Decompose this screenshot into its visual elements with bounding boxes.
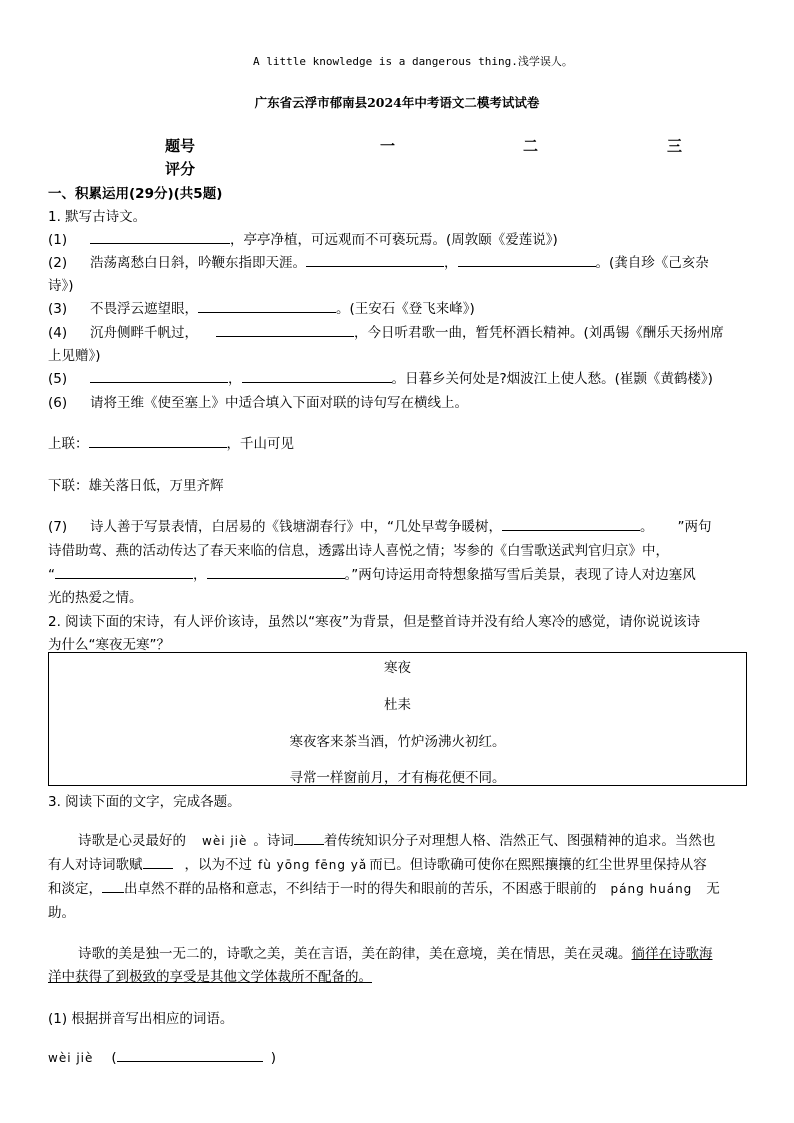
answer-blank[interactable] (198, 300, 336, 313)
item-number: (7) (48, 519, 68, 535)
pinyin: páng huáng (610, 882, 693, 896)
poem-title: 寒夜 (384, 660, 411, 676)
header-motto: A little knowledge is a dangerous thing.浅学误人。 (253, 55, 573, 68)
item-number: (3) (48, 301, 68, 317)
answer-blank[interactable] (242, 370, 392, 383)
answer-blank[interactable] (102, 880, 124, 893)
answer-blank[interactable] (458, 254, 596, 267)
answer-blank[interactable] (89, 435, 227, 448)
underlined-sentence: 徜徉在诗歌海 (631, 946, 713, 962)
q1-item-5: (5) ， 。日暮乡关何处是?烟波江上使人愁。(崔颢《黄鹤楼》) (48, 371, 713, 387)
score-table-col-label: 题号 (165, 137, 196, 155)
item-number: (1) (48, 232, 68, 248)
q1-item-4-cont: 上见赠》) (48, 348, 101, 364)
q3-paragraph1-line4: 助。 (48, 905, 75, 921)
q1-item-4: (4) 沉舟侧畔千帆过， ，今日听君歌一曲，暂凭杯酒长精神。(刘禹锡《酬乐天扬州席 (48, 325, 724, 341)
q3-sub-1: (1) 根据拼音写出相应的词语。 (48, 1011, 234, 1027)
answer-blank[interactable] (90, 231, 230, 244)
q1-title: 1. 默写古诗文。 (48, 209, 147, 225)
answer-blank[interactable] (143, 856, 173, 869)
q1-item-1: (1) ，亭亭净植，可远观而不可亵玩焉。(周敦颐《爱莲说》) (48, 232, 558, 248)
answer-blank[interactable] (117, 1049, 263, 1062)
item-number: (4) (48, 325, 68, 341)
q1-item-2: (2) 浩荡离愁白日斜，吟鞭东指即天涯。 ， 。(龚自珍《己亥杂 (48, 255, 709, 271)
q1-item-6: (6) 请将王维《使至塞上》中适合填入下面对联的诗句写在横线上。 (48, 395, 468, 411)
page-title: 广东省云浮市郁南县2024年中考语文二模考试试卷 (254, 95, 540, 110)
item-number: (6) (48, 395, 68, 411)
score-table-col-3: 三 (667, 137, 683, 155)
q2-prompt-line1: 2. 阅读下面的宋诗，有人评价该诗，虽然以“寒夜”为背景，但是整首诗并没有给人寒冷的感觉，请你说说该诗 (48, 614, 701, 630)
score-table-col-1: 一 (380, 137, 396, 155)
q3-paragraph1-line2: 有人对诗词歌赋 ，以为不过 fù yōng fēng yǎ 而已。但诗歌确可使你在熙熙攘攘的红尘世界里保持从容 (48, 857, 707, 873)
answer-blank[interactable] (55, 566, 193, 579)
couplet-lower: 下联：雄关落日低，万里齐辉 (48, 478, 224, 494)
score-table-col-2: 二 (523, 137, 539, 155)
couplet-upper: 上联： ，千山可见 (48, 436, 294, 452)
score-table-row-label: 评分 (165, 160, 196, 178)
answer-blank[interactable] (90, 370, 228, 383)
q1-item-7-line4: 光的热爱之情。 (48, 590, 143, 606)
answer-blank[interactable] (216, 324, 354, 337)
pinyin: wèi jiè (202, 834, 248, 848)
answer-blank[interactable] (294, 832, 324, 845)
q2-prompt-line2: 为什么“寒夜无寒”？ (48, 637, 170, 653)
q1-item-7-line2: 诗借助莺、燕的活动传达了春天来临的信息，透露出诗人喜悦之情；岑参的《白雪歌送武判官归京》中， (48, 543, 669, 559)
item-number: (2) (48, 255, 68, 271)
pinyin: fù yōng fēng yǎ (258, 858, 368, 872)
poem-author: 杜耒 (384, 697, 411, 713)
q1-item-7-line3: “ ， 。”两句诗运用奇特想象描写雪后美景，表现了诗人对边塞风 (48, 567, 696, 583)
answer-blank[interactable] (306, 254, 444, 267)
q1-item-3: (3) 不畏浮云遮望眼， 。(王安石《登飞来峰》) (48, 301, 475, 317)
q1-item-2-cont: 诗》) (48, 278, 74, 294)
section-heading: 一、积累运用(29分)(共5题) (48, 186, 223, 202)
poem-line-1: 寒夜客来茶当酒，竹炉汤沸火初红。 (289, 734, 506, 750)
poem-box (48, 652, 747, 786)
q3-paragraph1-line1: 诗歌是心灵最好的 wèi jiè 。诗词 着传统知识分子对理想人格、浩然正气、图强精神的追求。当然也 (78, 833, 716, 849)
q1-item-7: (7) 诗人善于写景表情，白居易的《钱塘湖春行》中，“几处早莺争暖树， 。 ”两句 (48, 519, 712, 535)
poem-line-2: 寻常一样窗前月，才有梅花便不同。 (289, 770, 506, 786)
pinyin: wèi jiè (48, 1051, 94, 1065)
q3-paragraph2-line2: 洋中获得了到极致的享受是其他文学体裁所不配备的。 (48, 969, 372, 985)
q3-paragraph2-line1: 诗歌的美是独一无二的，诗歌之美，美在言语，美在韵律，美在意境，美在情思，美在灵魂。徜徉在诗歌海 (78, 946, 713, 962)
q3-sub-1-answer: wèi jiè ( ) (48, 1050, 276, 1066)
answer-blank[interactable] (207, 566, 345, 579)
item-number: (5) (48, 371, 68, 387)
answer-blank[interactable] (502, 518, 640, 531)
q3-paragraph1-line3: 和淡定， 出卓然不群的品格和意志，不纠结于一时的得失和眼前的苦乐，不困惑于眼前的 páng huáng 无 (48, 881, 720, 897)
q3-title: 3. 阅读下面的文字，完成各题。 (48, 794, 241, 810)
